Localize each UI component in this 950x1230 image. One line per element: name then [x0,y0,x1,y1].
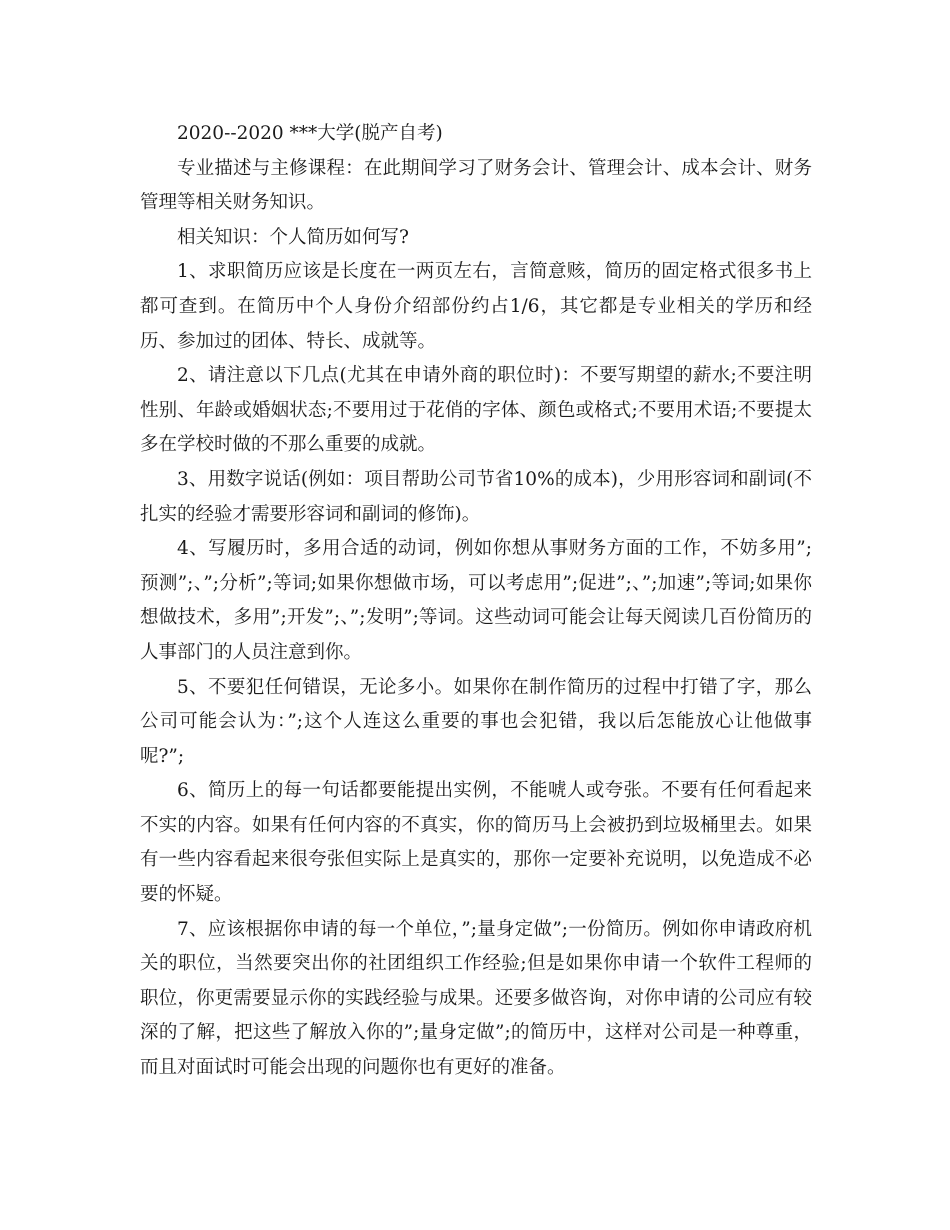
paragraph-tip-2: 2、请注意以下几点(尤其在申请外商的职位时)：不要写期望的薪水;不要注明性别、年龄或婚姻状态;不要用过于花俏的字体、颜色或格式;不要用术语;不要提太多在学校时做的不那么重要的成就。 [140,365,812,456]
paragraph-tip-7: 7、应该根据你申请的每一个单位，”;量身定做”;一份简历。例如你申请政府机关的职位，当然要突出你的社团组织工作经验;但是如果你申请一个软件工程师的职位，你更需要显示你的实践经验与成果。还要多做咨询，对你申请的公司应有较深的了解，把这些了解放入你的”;量身定做”;的简历中，这样对公司是一种尊重，而且对面试时可能会出现的问题你也有更好的准备。 [140,918,812,1079]
paragraph-tip-3: 3、用数字说话(例如：项目帮助公司节省10%的成本)，少用形容词和副词(不扎实的经验才需要形容词和副词的修饰)。 [140,468,812,525]
paragraph-education-period: 2020--2020 ***大学(脱产自考) [177,123,443,144]
paragraph-tip-4: 4、写履历时，多用合适的动词，例如你想从事财务方面的工作，不妨多用”;预测”;、”;分析”;等词;如果你想做市场，可以考虑用”;促进”;、”;加速”;等词;如果你想做技术，多用”;开发”;、”;发明”;等词。这些动词可能会让每天阅读几百份简历的人事部门的人员注意到你。 [140,538,812,663]
paragraph-tip-5: 5、不要犯任何错误，无论多小。如果你在制作简历的过程中打错了字，那么公司可能会认为：”;这个人连这么重要的事也会犯错，我以后怎能放心让他做事呢?”; [140,676,812,767]
paragraph-major-courses: 专业描述与主修课程：在此期间学习了财务会计、管理会计、成本会计、财务管理等相关财务知识。 [140,157,812,214]
document-body [140,117,812,1086]
paragraph-tip-6: 6、简历上的每一句话都要能提出实例，不能唬人或夸张。不要有任何看起来不实的内容。如果有任何内容的不真实，你的简历马上会被扔到垃圾桶里去。如果有一些内容看起来很夸张但实际上是真实的，那你一定要补充说明，以免造成不必要的怀疑。 [140,780,812,906]
paragraph-tip-1: 1、求职简历应该是长度在一两页左右，言简意赅，简历的固定格式很多书上都可查到。在简历中个人身份介绍部份约占1/6，其它都是专业相关的学历和经历、参加过的团体、特长、成就等。 [140,261,812,352]
paragraph-related-knowledge-heading: 相关知识：个人简历如何写? [177,226,409,248]
